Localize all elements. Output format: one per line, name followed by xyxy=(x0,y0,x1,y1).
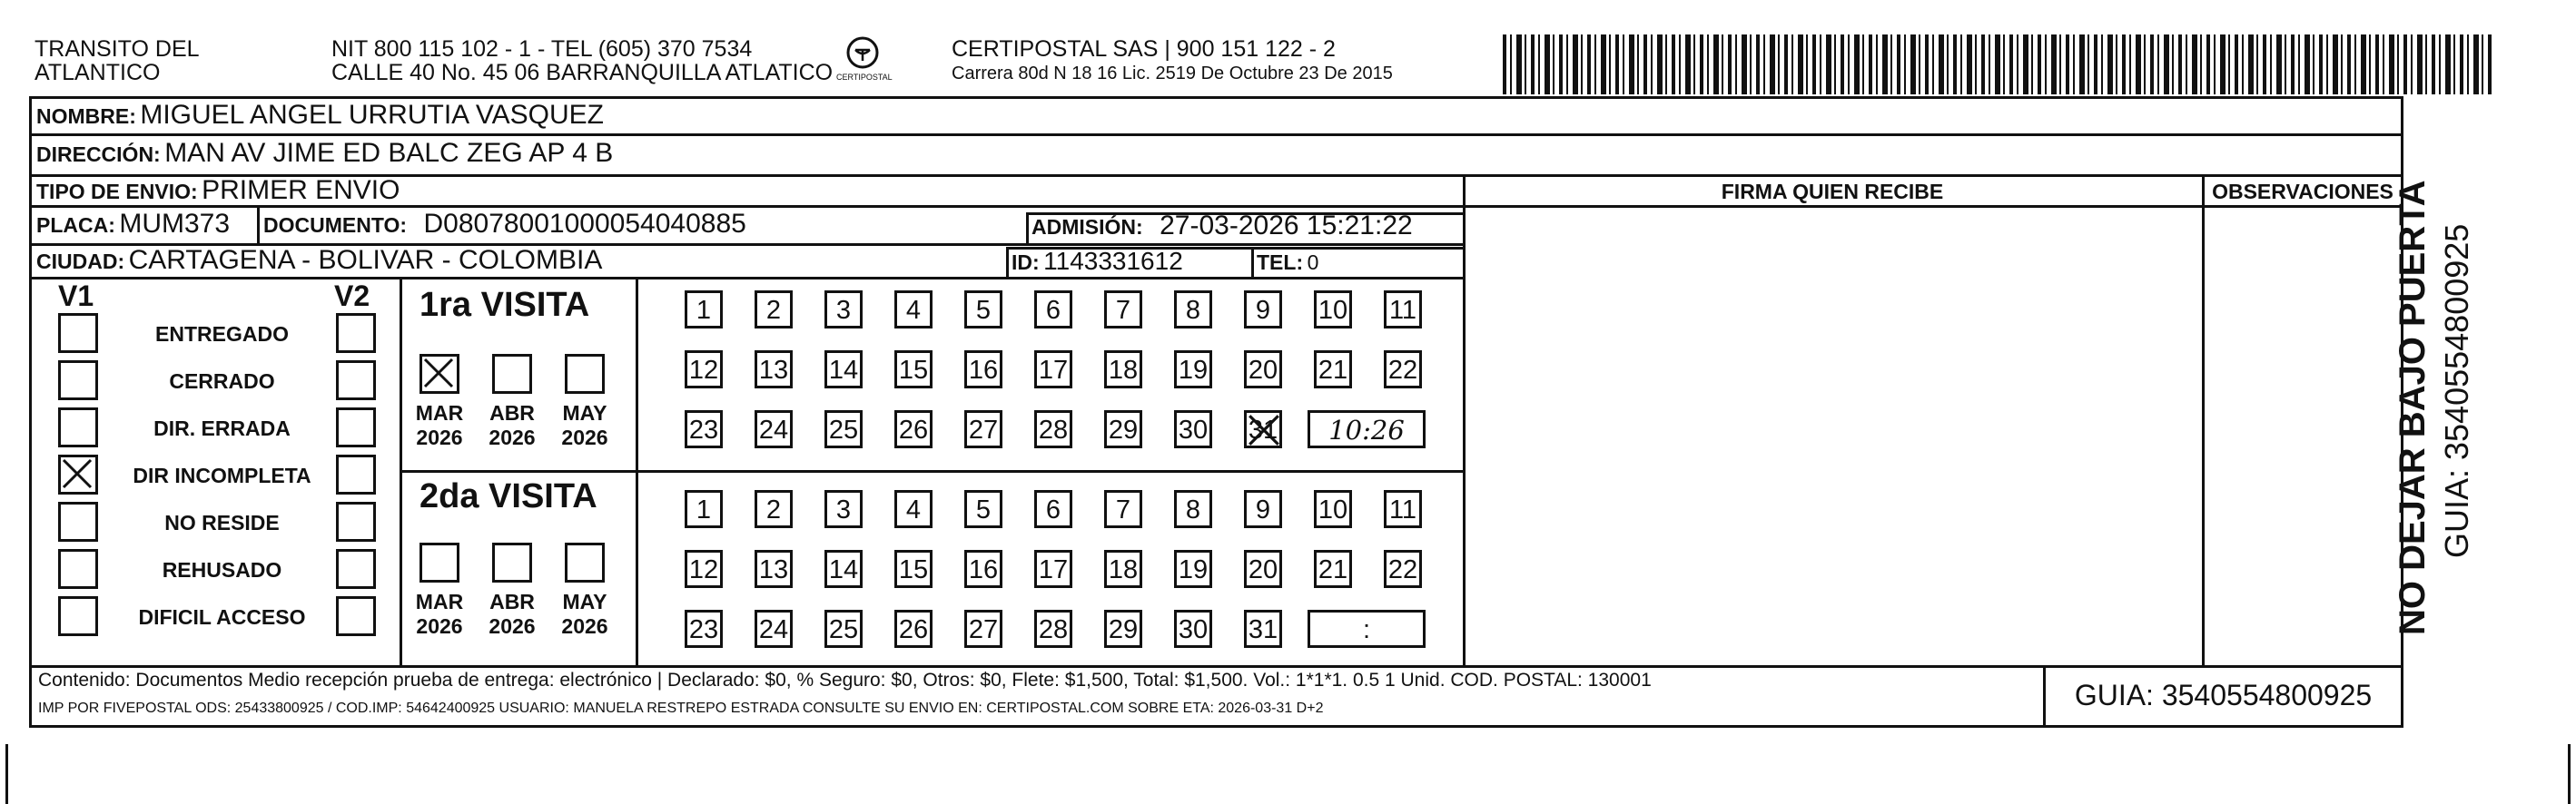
delivery-reason-label: REHUSADO xyxy=(162,558,282,582)
day-number: 7 xyxy=(1115,495,1131,525)
visit1-title: 1ra VISITA xyxy=(419,286,590,324)
day-box[interactable] xyxy=(894,410,933,448)
day-number: 15 xyxy=(898,356,929,385)
day-box[interactable] xyxy=(1384,290,1422,328)
delivery-reason-label: NO RESIDE xyxy=(164,511,280,534)
day-box[interactable] xyxy=(1314,290,1352,328)
month-name: MAY xyxy=(562,401,607,425)
document-number: D08078001000054040885 xyxy=(423,209,746,239)
side-warning: NO DEJAR BAJO PUERTA xyxy=(2393,180,2433,635)
day-box[interactable] xyxy=(1034,610,1072,648)
day-number: 28 xyxy=(1038,416,1069,445)
month-year: 2026 xyxy=(489,614,536,638)
day-number: 31 xyxy=(1248,416,1278,445)
day-number: 23 xyxy=(688,416,719,445)
footer-imp: IMP POR FIVEPOSTAL ODS: 25433800925 / COD.IMP: 54642400925 USUARIO: MANUELA RESTREPO ESTRADA CONSULTE SU ENVIO EN: CERTIPOSTAL.COM SOBRE ETA: 2026-03-31 D+2 xyxy=(38,701,1324,716)
day-box[interactable] xyxy=(1104,410,1142,448)
day-box[interactable] xyxy=(1244,290,1282,328)
day-box[interactable] xyxy=(1174,550,1212,588)
admission-label: ADMISIÓN: xyxy=(1031,215,1143,239)
day-box[interactable] xyxy=(1384,350,1422,388)
day-box[interactable] xyxy=(894,350,933,388)
logo-text: CERTIPOSTAL xyxy=(836,73,893,82)
day-number: 28 xyxy=(1038,615,1069,644)
day-number: 2 xyxy=(765,495,782,525)
delivery-reason-label: DIFICIL ACCESO xyxy=(138,605,306,629)
tel-label: TEL: xyxy=(1257,250,1304,274)
v2-checkbox[interactable] xyxy=(336,455,376,495)
day-box[interactable] xyxy=(1104,350,1142,388)
day-box[interactable] xyxy=(755,550,793,588)
day-box[interactable] xyxy=(1314,490,1352,528)
city: CARTAGENA - BOLIVAR - COLOMBIA xyxy=(128,245,603,275)
day-number: 21 xyxy=(1318,356,1348,385)
day-box[interactable] xyxy=(824,550,863,588)
day-number: 22 xyxy=(1387,356,1418,385)
signature-area[interactable] xyxy=(1467,209,2199,662)
day-box[interactable] xyxy=(685,290,723,328)
day-number: 19 xyxy=(1178,356,1209,385)
day-box[interactable] xyxy=(685,410,723,448)
day-box[interactable] xyxy=(1174,610,1212,648)
day-box[interactable] xyxy=(964,290,1002,328)
address-row xyxy=(36,138,613,169)
name-label: NOMBRE: xyxy=(36,104,136,128)
signature-header: FIRMA QUIEN RECIBE xyxy=(1721,180,1944,203)
check-x-icon xyxy=(59,456,95,492)
day-number: 23 xyxy=(688,615,719,644)
day-number: 9 xyxy=(1255,495,1271,525)
day-number: 20 xyxy=(1248,356,1278,385)
day-number: 17 xyxy=(1038,555,1069,584)
admission-cell xyxy=(1031,211,1413,241)
v2-label: V2 xyxy=(334,279,370,312)
day-number: 24 xyxy=(758,615,789,644)
day-box[interactable] xyxy=(1034,410,1072,448)
address-line: CALLE 40 No. 45 06 BARRANQUILLA ATLATICO xyxy=(331,60,834,85)
day-number: 19 xyxy=(1178,555,1209,584)
month-checkbox[interactable] xyxy=(419,543,459,583)
tel-cell xyxy=(1257,250,1318,275)
day-number: 11 xyxy=(1388,495,1417,525)
day-box[interactable] xyxy=(1034,490,1072,528)
day-box[interactable] xyxy=(824,350,863,388)
org-name-line2: ATLANTICO xyxy=(35,60,161,85)
v1-checkbox[interactable] xyxy=(58,596,98,636)
visit-time: 10:26 xyxy=(1328,415,1405,446)
day-number: 14 xyxy=(828,356,859,385)
v1-checkbox[interactable] xyxy=(58,549,98,589)
day-box[interactable] xyxy=(1244,350,1282,388)
admission-date: 27-03-2026 15:21:22 xyxy=(1160,211,1413,240)
tel-number: 0 xyxy=(1307,250,1319,274)
day-number: 14 xyxy=(828,555,859,584)
v1-checkbox[interactable] xyxy=(58,502,98,542)
day-number: 29 xyxy=(1108,615,1139,644)
day-number: 12 xyxy=(688,555,719,584)
footer-guia: GUIA: 3540554800925 xyxy=(2074,679,2373,711)
v2-checkbox[interactable] xyxy=(336,596,376,636)
check-x-icon xyxy=(420,355,457,391)
name-row xyxy=(36,100,604,131)
carrier-logo xyxy=(836,34,893,87)
day-number: 25 xyxy=(828,615,859,644)
day-box[interactable] xyxy=(685,550,723,588)
shipment-type: PRIMER ENVIO xyxy=(202,175,400,205)
plate-cell xyxy=(36,209,230,240)
day-box[interactable] xyxy=(1174,290,1212,328)
v1-label: V1 xyxy=(58,279,94,312)
day-number: 11 xyxy=(1388,296,1417,325)
day-box[interactable] xyxy=(755,290,793,328)
visit-time: : xyxy=(1362,615,1371,644)
time-box[interactable] xyxy=(1308,410,1426,448)
observations-header: OBSERVACIONES xyxy=(2212,180,2393,203)
day-number: 27 xyxy=(968,416,999,445)
day-box[interactable] xyxy=(1244,610,1282,648)
id-label: ID: xyxy=(1012,250,1040,274)
carrier-name: CERTIPOSTAL SAS | 900 151 122 - 2 xyxy=(952,36,1336,62)
day-number: 26 xyxy=(898,615,929,644)
month-name: MAY xyxy=(562,590,607,613)
day-box[interactable] xyxy=(685,490,723,528)
day-box[interactable] xyxy=(1244,490,1282,528)
day-box[interactable] xyxy=(1174,490,1212,528)
month-label xyxy=(556,590,614,639)
day-number: 30 xyxy=(1178,416,1209,445)
shipment-type-row xyxy=(36,175,400,206)
day-number: 21 xyxy=(1318,555,1348,584)
day-number: 4 xyxy=(905,296,922,325)
day-number: 16 xyxy=(968,356,999,385)
day-number: 2 xyxy=(765,296,782,325)
day-box[interactable] xyxy=(1104,550,1142,588)
day-number: 15 xyxy=(898,555,929,584)
day-box[interactable] xyxy=(824,490,863,528)
footer-contents: Contenido: Documentos Medio recepción prueba de entrega: electrónico | Declarado: $0, % Seguro: $0, Otros: $0, Flete: $1,500, Total: $1,500. Vol.: 1*1*1. 0.5 1 Unid. COD. POSTAL: 130001 xyxy=(38,670,1652,691)
nit-line: NIT 800 115 102 - 1 - TEL (605) 370 7534 xyxy=(331,36,753,62)
day-box[interactable] xyxy=(964,610,1002,648)
day-number: 12 xyxy=(688,356,719,385)
day-box[interactable] xyxy=(1174,350,1212,388)
day-box[interactable] xyxy=(1104,290,1142,328)
day-number: 3 xyxy=(835,495,852,525)
day-number: 6 xyxy=(1045,296,1061,325)
id-number: 1143331612 xyxy=(1043,247,1183,275)
time-box[interactable] xyxy=(1308,610,1426,648)
day-number: 27 xyxy=(968,615,999,644)
plate: MUM373 xyxy=(119,209,231,239)
month-year: 2026 xyxy=(416,426,463,449)
month-checkbox[interactable] xyxy=(565,354,605,394)
v2-checkbox[interactable] xyxy=(336,502,376,542)
day-number: 1 xyxy=(696,495,712,525)
visit2-title: 2da VISITA xyxy=(419,477,597,515)
day-number: 16 xyxy=(968,555,999,584)
day-box[interactable] xyxy=(824,410,863,448)
month-label xyxy=(483,401,541,450)
delivery-reason-label: CERRADO xyxy=(169,369,275,393)
month-year: 2026 xyxy=(489,426,536,449)
day-box[interactable] xyxy=(1034,350,1072,388)
day-box[interactable] xyxy=(894,290,933,328)
month-year: 2026 xyxy=(416,614,463,638)
month-year: 2026 xyxy=(561,426,608,449)
day-number: 5 xyxy=(975,495,992,525)
day-number: 3 xyxy=(835,296,852,325)
day-number: 18 xyxy=(1108,356,1139,385)
month-checkbox[interactable] xyxy=(419,354,459,394)
day-box[interactable] xyxy=(1174,410,1212,448)
observations-area[interactable] xyxy=(2206,209,2401,662)
recipient-name: MIGUEL ANGEL URRUTIA VASQUEZ xyxy=(140,100,605,130)
check-x-icon xyxy=(1245,411,1283,449)
month-name: MAR xyxy=(415,590,464,613)
day-box[interactable] xyxy=(824,610,863,648)
month-checkbox[interactable] xyxy=(565,543,605,583)
day-number: 20 xyxy=(1248,555,1278,584)
day-number: 17 xyxy=(1038,356,1069,385)
delivery-reason-label: DIR INCOMPLETA xyxy=(133,464,311,487)
day-number: 13 xyxy=(758,356,789,385)
day-box[interactable] xyxy=(1314,350,1352,388)
day-box[interactable] xyxy=(964,410,1002,448)
plate-label: PLACA: xyxy=(36,213,115,237)
day-number: 8 xyxy=(1185,296,1201,325)
day-box[interactable] xyxy=(1244,410,1282,448)
day-number: 10 xyxy=(1318,296,1348,325)
day-number: 6 xyxy=(1045,495,1061,525)
day-box[interactable] xyxy=(755,610,793,648)
day-number: 24 xyxy=(758,416,789,445)
day-number: 26 xyxy=(898,416,929,445)
month-checkbox[interactable] xyxy=(492,543,532,583)
v2-checkbox[interactable] xyxy=(336,407,376,447)
day-number: 4 xyxy=(905,495,922,525)
day-box[interactable] xyxy=(1104,490,1142,528)
day-box[interactable] xyxy=(894,490,933,528)
day-number: 5 xyxy=(975,296,992,325)
v2-checkbox[interactable] xyxy=(336,313,376,353)
day-box[interactable] xyxy=(1244,550,1282,588)
city-cell xyxy=(36,245,602,276)
day-number: 13 xyxy=(758,555,789,584)
side-guia: GUIA: 3540554800925 xyxy=(2438,223,2475,558)
v2-checkbox[interactable] xyxy=(336,549,376,589)
day-number: 29 xyxy=(1108,416,1139,445)
day-box[interactable] xyxy=(1314,550,1352,588)
v1-checkbox[interactable] xyxy=(58,407,98,447)
month-checkbox[interactable] xyxy=(492,354,532,394)
day-box[interactable] xyxy=(1034,290,1072,328)
document-label: DOCUMENTO: xyxy=(263,213,408,237)
v2-checkbox[interactable] xyxy=(336,360,376,400)
document-cell xyxy=(263,209,746,240)
day-number: 30 xyxy=(1178,615,1209,644)
day-number: 10 xyxy=(1318,495,1348,525)
day-box[interactable] xyxy=(1034,550,1072,588)
org-name-line1: TRANSITO DEL xyxy=(35,36,200,62)
day-number: 8 xyxy=(1185,495,1201,525)
month-label xyxy=(410,401,469,450)
day-number: 25 xyxy=(828,416,859,445)
carrier-license: Carrera 80d N 18 16 Lic. 2519 De Octubre 23 De 2015 xyxy=(952,64,1393,83)
day-box[interactable] xyxy=(894,610,933,648)
v1-checkbox[interactable] xyxy=(58,455,98,495)
id-cell xyxy=(1012,247,1183,276)
v1-checkbox[interactable] xyxy=(58,360,98,400)
day-box[interactable] xyxy=(1384,550,1422,588)
month-label xyxy=(410,590,469,639)
day-box[interactable] xyxy=(964,490,1002,528)
day-box[interactable] xyxy=(894,550,933,588)
month-name: MAR xyxy=(415,401,464,425)
day-box[interactable] xyxy=(685,350,723,388)
day-box[interactable] xyxy=(824,290,863,328)
day-box[interactable] xyxy=(1384,490,1422,528)
day-number: 18 xyxy=(1108,555,1139,584)
barcode xyxy=(1503,34,2492,94)
day-box[interactable] xyxy=(964,350,1002,388)
month-name: ABR xyxy=(489,590,535,613)
delivery-reason-label: ENTREGADO xyxy=(155,322,289,346)
month-year: 2026 xyxy=(561,614,608,638)
day-box[interactable] xyxy=(755,410,793,448)
address-label: DIRECCIÓN: xyxy=(36,142,161,166)
day-number: 1 xyxy=(696,296,712,325)
day-box[interactable] xyxy=(755,490,793,528)
day-number: 9 xyxy=(1255,296,1271,325)
day-number: 31 xyxy=(1248,615,1278,644)
day-number: 7 xyxy=(1115,296,1131,325)
city-label: CIUDAD: xyxy=(36,250,125,273)
month-name: ABR xyxy=(489,401,535,425)
day-number: 22 xyxy=(1387,555,1418,584)
day-box[interactable] xyxy=(685,610,723,648)
day-box[interactable] xyxy=(964,550,1002,588)
delivery-reason-label: DIR. ERRADA xyxy=(153,417,291,440)
recipient-address: MAN AV JIME ED BALC ZEG AP 4 B xyxy=(164,138,614,168)
day-box[interactable] xyxy=(1104,610,1142,648)
day-box[interactable] xyxy=(755,350,793,388)
shipment-type-label: TIPO DE ENVIO: xyxy=(36,180,198,203)
month-label xyxy=(483,590,541,639)
v1-checkbox[interactable] xyxy=(58,313,98,353)
month-label xyxy=(556,401,614,450)
